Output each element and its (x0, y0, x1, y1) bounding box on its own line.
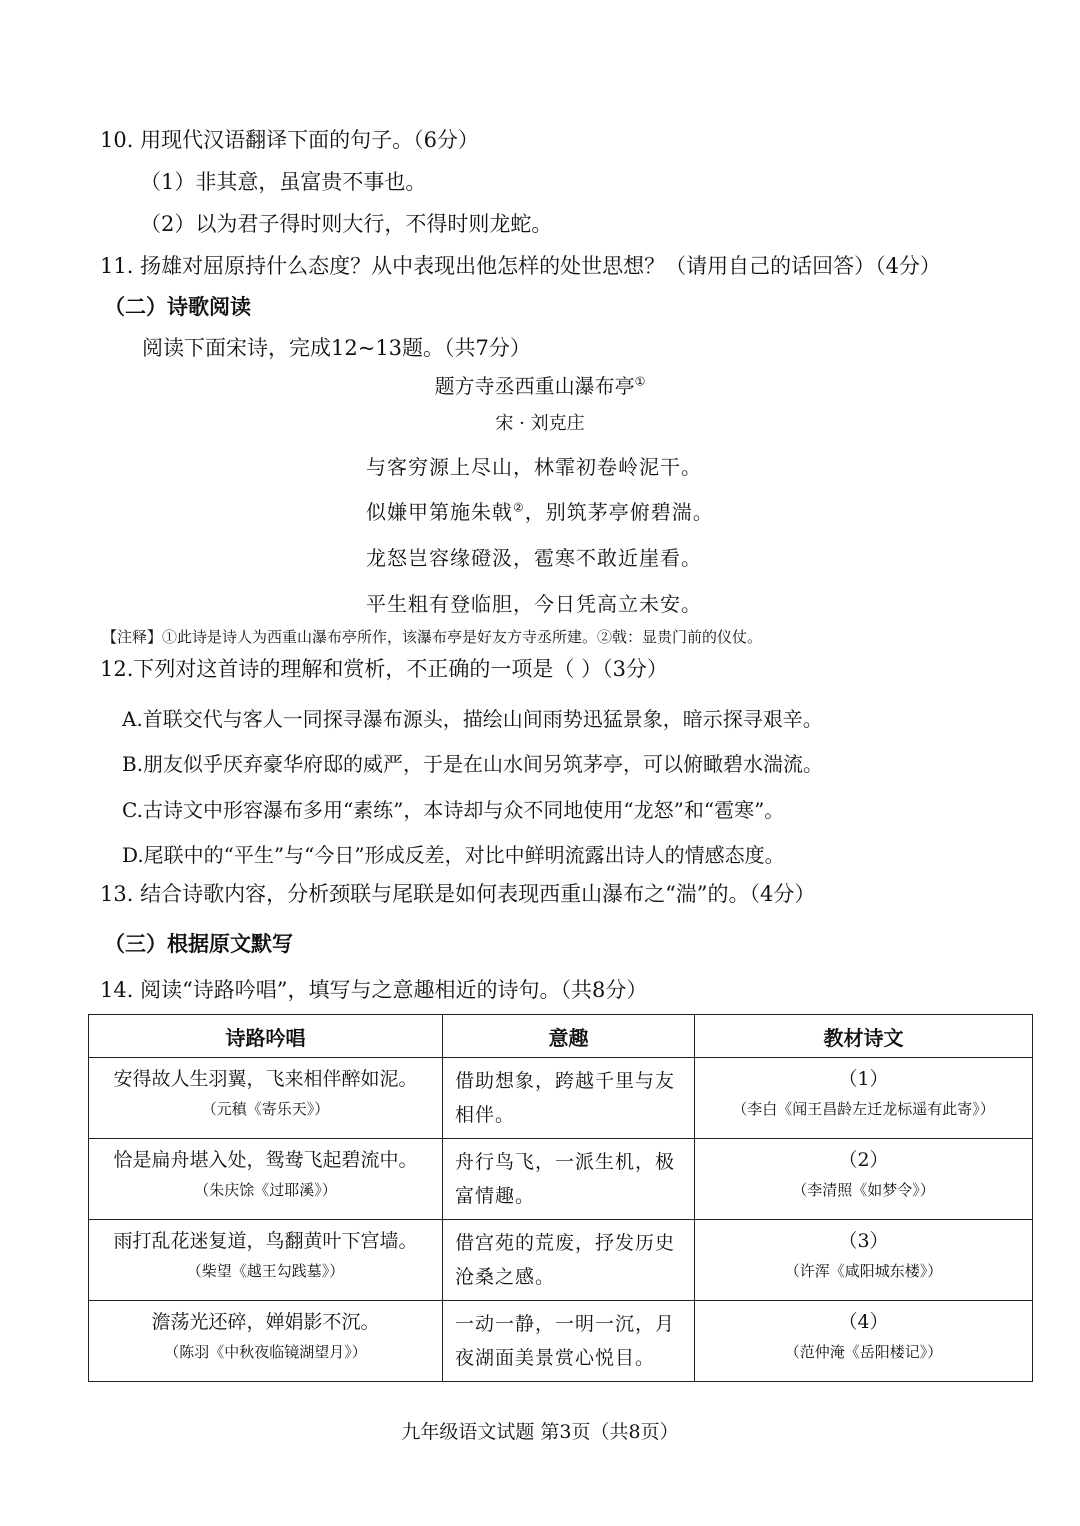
table-cell-yiqu: 舟行鸟飞，一派生机，极富情趣。 (443, 1139, 695, 1220)
table-cell-yiqu: 一动一静，一明一沉，月夜湖面美景赏心悦目。 (443, 1301, 695, 1382)
answer-blank[interactable]: （2） (838, 1149, 889, 1171)
textbook-source: （李白《闻王昌龄左迁龙标遥有此寄》） (732, 1100, 995, 1118)
q12-option-d: D.尾联中的“平生”与“今日”形成反差，对比中鲜明流露出诗人的情感态度。 (122, 843, 785, 867)
q10-sub1: （1）非其意，虽富贵不事也。 (140, 170, 427, 194)
table-row (89, 1139, 1033, 1220)
q12-option-b: B.朋友似乎厌弃豪华府邸的威严，于是在山水间另筑茅亭，可以俯瞰碧水湍流。 (122, 752, 824, 776)
poem-line: 安得故人生羽翼，飞来相伴醉如泥。 (113, 1068, 418, 1090)
table-cell-answer[interactable] (695, 1058, 1033, 1139)
poem-line-2: 似嫌甲第施朱戟②，别筑茅亭俯碧湍。 (366, 500, 714, 524)
table-row (89, 1220, 1033, 1301)
poem-source: （陈羽《中秋夜临镜湖望月》） (164, 1343, 367, 1361)
textbook-source: （范仲淹《岳阳楼记》） (784, 1343, 943, 1361)
table-row (89, 1058, 1033, 1139)
table-header-yiqu: 意趣 (443, 1015, 695, 1058)
table-cell-poem (89, 1301, 443, 1382)
poetry-table (88, 1014, 1033, 1382)
q10-stem: 10. 用现代汉语翻译下面的句子。（6分） (100, 128, 479, 152)
footnote-mark-1: ① (634, 374, 646, 389)
footnote-mark-2: ② (513, 500, 525, 515)
q14-stem: 14. 阅读“诗路吟唱”，填写与之意趣相近的诗句。（共8分） (100, 978, 648, 1002)
poem-line-3: 龙怒岂容缘磴汲，雹寒不敢近崖看。 (366, 546, 702, 570)
section-heading-dictation: （三）根据原文默写 (104, 932, 293, 956)
q12-option-a: A.首联交代与客人一同探寻瀑布源头，描绘山间雨势迅猛景象，暗示探寻艰辛。 (122, 707, 823, 731)
answer-blank[interactable]: （3） (838, 1230, 889, 1252)
poem-line: 恰是扁舟堪入处，鸳鸯飞起碧流中。 (113, 1149, 418, 1171)
table-header-row (89, 1015, 1033, 1058)
textbook-source: （许浑《咸阳城东楼》） (784, 1262, 943, 1280)
q13-stem: 13. 结合诗歌内容，分析颈联与尾联是如何表现西重山瀑布之“湍”的。（4分） (100, 882, 816, 906)
table-cell-yiqu: 借宫苑的荒废，抒发历史沧桑之感。 (443, 1220, 695, 1301)
page-footer: 九年级语文试题 第3页（共8页） (401, 1421, 679, 1443)
answer-blank[interactable]: （1） (838, 1068, 889, 1090)
poem-source: （元稹《寄乐天》） (201, 1100, 330, 1118)
table-header-textbook: 教材诗文 (695, 1015, 1033, 1058)
q11-stem: 11. 扬雄对屈原持什么态度？从中表现出他怎样的处世思想？（请用自己的话回答）（4分） (100, 254, 941, 278)
table-cell-answer[interactable] (695, 1301, 1033, 1382)
q12-stem: 12.下列对这首诗的理解和赏析，不正确的一项是（ ）（3分） (100, 657, 668, 681)
table-header-poem: 诗路吟唱 (89, 1015, 443, 1058)
poem-source: （柴望《越王勾践墓》） (186, 1262, 345, 1280)
poem-author: 宋 · 刘克庄 (495, 413, 585, 434)
poem-line-1: 与客穷源上尽山，林霏初卷岭泥干。 (366, 455, 702, 479)
answer-blank[interactable]: （4） (838, 1311, 889, 1333)
poem-line: 澹荡光还碎，婵娟影不沉。 (151, 1311, 380, 1333)
poem-line: 雨打乱花迷复道，鸟翻黄叶下宫墙。 (113, 1230, 418, 1252)
table-cell-poem (89, 1058, 443, 1139)
poetry-intro: 阅读下面宋诗，完成12~13题。（共7分） (142, 336, 531, 360)
table-row (89, 1301, 1033, 1382)
table-cell-answer[interactable] (695, 1139, 1033, 1220)
table-cell-poem (89, 1220, 443, 1301)
table-cell-answer[interactable] (695, 1220, 1033, 1301)
poem-title: 题方寺丞西重山瀑布亭① (434, 374, 646, 398)
q10-sub2: （2）以为君子得时则大行，不得时则龙蛇。 (140, 212, 553, 236)
table-cell-poem (89, 1139, 443, 1220)
poem-annotation: 【注释】①此诗是诗人为西重山瀑布亭所作，该瀑布亭是好友方寺丞所建。②戟：显贵门前的仪仗。 (102, 628, 763, 646)
section-heading-poetry: （二）诗歌阅读 (104, 295, 251, 319)
table-cell-yiqu: 借助想象，跨越千里与友相伴。 (443, 1058, 695, 1139)
poem-line-4: 平生粗有登临胆，今日凭高立未安。 (366, 592, 702, 616)
textbook-source: （李清照《如梦令》） (792, 1181, 935, 1199)
q12-option-c: C.古诗文中形容瀑布多用“素练”，本诗却与众不同地使用“龙怒”和“雹寒”。 (122, 798, 785, 822)
poem-source: （朱庆馀《过耶溪》） (194, 1181, 337, 1199)
